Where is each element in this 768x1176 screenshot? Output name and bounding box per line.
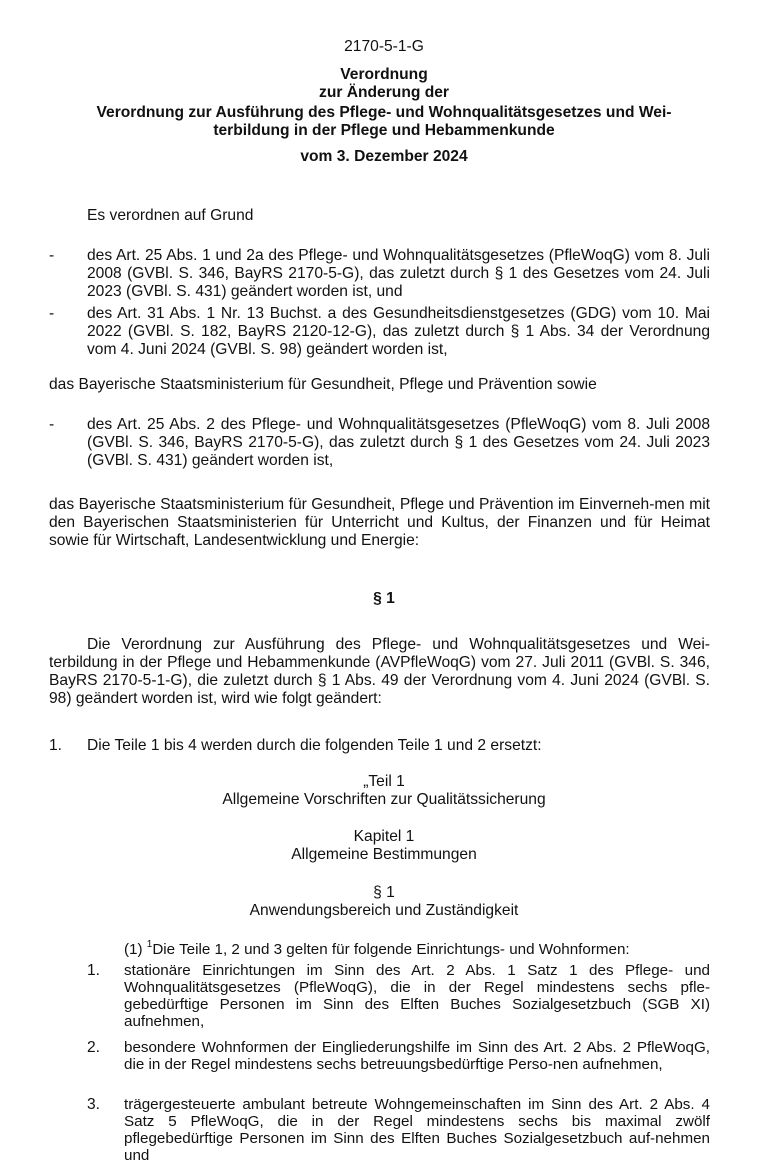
bullet-marker: - xyxy=(49,305,55,322)
intro-text: Es verordnen auf Grund xyxy=(87,207,254,224)
document-code: 2170-5-1-G xyxy=(344,38,424,55)
subparagraph-text: Die Teile 1, 2 und 3 gelten für folgende Einrichtungs- und Wohnformen: xyxy=(152,941,630,958)
chapter-heading: Kapitel 1 xyxy=(353,828,415,845)
document-date: vom 3. Dezember 2024 xyxy=(300,148,468,165)
title-line-4: terbildung in der Pflege und Hebammenkunde xyxy=(213,122,555,139)
item-text: trägergesteuerte ambulant betreute Wohngemeinschaften im Sinn des Art. 2 Abs. 4 Satz 5 PfleWoqG, die in der Regel mindestens sechs bis maximal zwölf pflegebedürftige Personen im Sinn des Elften Buches Sozialgesetzbuch auf-nehmen und xyxy=(124,1096,710,1164)
chapter-title: Allgemeine Bestimmungen xyxy=(291,846,477,863)
inner-section-title: Anwendungsbereich und Zuständigkeit xyxy=(249,902,519,919)
bullet-text: des Art. 25 Abs. 1 und 2a des Pflege- und Wohnqualitätsgesetzes (PfleWoqG) vom 8. Juli 2008 (GVBl. S. 346, BayRS 2170-5-G), das zuletzt durch § 1 des Gesetzes vom 24. Juli 2023 (GVBl. S. 431) geändert worden ist, und xyxy=(87,247,710,300)
title-line-1: Verordnung xyxy=(340,66,428,83)
item-number: 1. xyxy=(87,962,101,979)
change-number: 1. xyxy=(49,737,63,754)
item-number: 2. xyxy=(87,1039,101,1056)
item-text: stationäre Einrichtungen im Sinn des Art. 2 Abs. 1 Satz 1 des Pflege- und Wohnqualitätsgesetzes (PfleWoqG), die in der Regel mindestens sechs pfle-gebedürftige Personen im Sinn des Elften Buches Sozialgesetzbuch (SGB XI) aufnehmen, xyxy=(124,962,710,1030)
item-text: besondere Wohnformen der Eingliederungshilfe im Sinn des Art. 2 Abs. 2 PfleWoqG, die in der Regel mindestens sechs betreuungsbedürftige Perso-nen aufnehmen, xyxy=(124,1039,710,1073)
amendment-paragraph: Die Verordnung zur Ausführung des Pflege- und Wohnqualitätsgesetzes und Wei-terbildung in der Pflege und Hebammenkunde (AVPfleWoqG) vom 27. Juli 2011 (GVBl. S. 346, BayRS 2170-5-1-G), die zuletzt durch § 1 Abs. 49 der Verordnung vom 4. Juni 2024 (GVBl. S. 98) geändert worden ist, wird wie folgt geändert: xyxy=(49,636,710,707)
item-number: 3. xyxy=(87,1096,101,1113)
subparagraph-number: (1) xyxy=(124,941,147,958)
title-line-3: Verordnung zur Ausführung des Pflege- und Wohnqualitätsgesetzes und Wei- xyxy=(96,104,672,121)
bullet-text: des Art. 31 Abs. 1 Nr. 13 Buchst. a des Gesundheitsdienstgesetzes (GDG) vom 10. Mai 2022 (GVBl. S. 182, BayRS 2120-12-G), das zuletzt durch § 1 Abs. 34 der Verordnung vom 4. Juni 2024 (GVBl. S. 98) geändert worden ist, xyxy=(87,305,710,358)
change-text: Die Teile 1 bis 4 werden durch die folgenden Teile 1 und 2 ersetzt: xyxy=(87,737,542,754)
ministry-paragraph-2: das Bayerische Staatsministerium für Gesundheit, Pflege und Prävention im Einverneh-men mit den Bayerischen Staatsministerien für Unterricht und Kultus, der Finanzen und für Heimat sowie für Wirtschaft, Landesentwicklung und Energie: xyxy=(49,496,710,549)
bullet-marker: - xyxy=(49,247,55,264)
subparagraph xyxy=(124,941,724,958)
inner-section-heading: § 1 xyxy=(373,884,395,901)
ministry-line-1: das Bayerische Staatsministerium für Gesundheit, Pflege und Prävention sowie xyxy=(49,376,597,393)
title-line-2: zur Änderung der xyxy=(319,84,449,101)
part-heading: „Teil 1 xyxy=(363,773,405,790)
bullet-text: des Art. 25 Abs. 2 des Pflege- und Wohnqualitätsgesetzes (PfleWoqG) vom 8. Juli 2008 (GVBl. S. 346, BayRS 2170-5-G), das zuletzt durch § 1 des Gesetzes vom 24. Juli 2023 (GVBl. S. 431) geändert worden ist, xyxy=(87,416,710,469)
sentence-number: 1 xyxy=(146,939,153,950)
bullet-marker: - xyxy=(49,416,55,433)
part-title: Allgemeine Vorschriften zur Qualitätssicherung xyxy=(222,791,546,808)
section-heading: § 1 xyxy=(373,590,395,607)
